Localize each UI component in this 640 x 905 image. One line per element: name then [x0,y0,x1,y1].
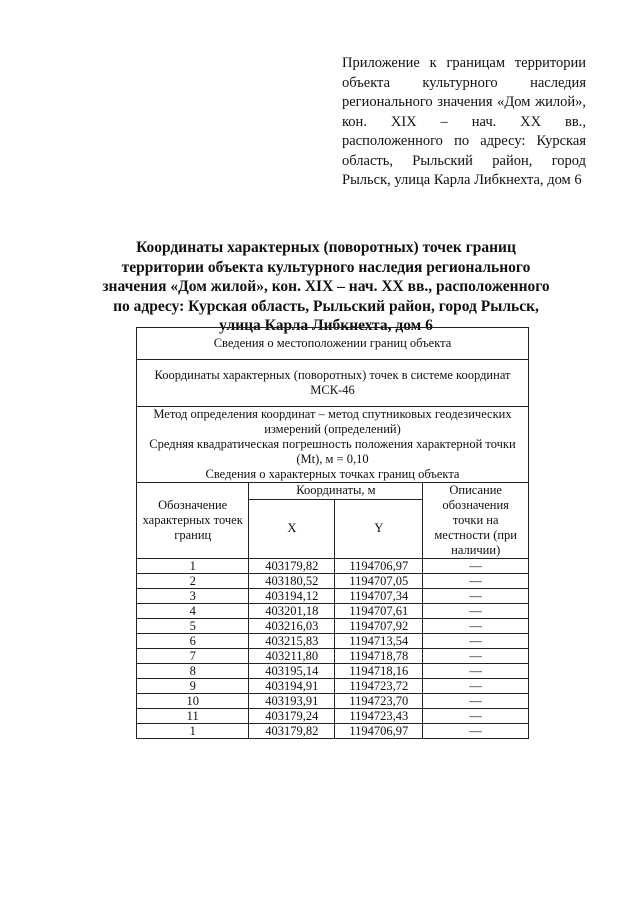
method-cell [137,407,529,483]
table-row [137,574,529,589]
point-number-cell: 10 [137,694,249,709]
y-coordinate-cell: 1194707,05 [335,574,423,589]
document-title: Координаты характерных (поворотных) точек границ территории объекта культурного наследия регионального значения «Дом жилой», кон. XIX – нач. XX вв., расположенного по адресу: Курская область, Рыльский район, город Рыльск, улица Карла Либкнехта, дом 6 [102,239,550,334]
y-coordinate-cell: 1194706,97 [335,724,423,739]
description-cell: — [423,679,529,694]
x-coordinate-cell: 403193,91 [249,694,335,709]
header-coords: Координаты, м [249,483,423,500]
y-coordinate-cell: 1194707,61 [335,604,423,619]
description-cell: — [423,724,529,739]
point-number-cell: 9 [137,679,249,694]
y-coordinate-cell: 1194713,54 [335,634,423,649]
point-number-cell: 7 [137,649,249,664]
table-row [137,589,529,604]
point-number-cell: 4 [137,604,249,619]
y-coordinate-cell: 1194718,16 [335,664,423,679]
table-row [137,694,529,709]
section-points-text: Сведения о характерных точках границ объекта [205,467,460,481]
description-cell: — [423,619,529,634]
point-number-cell: 3 [137,589,249,604]
table-row [137,679,529,694]
point-number-cell: 8 [137,664,249,679]
table-row [137,724,529,739]
x-coordinate-cell: 403179,82 [249,559,335,574]
description-cell: — [423,694,529,709]
error-text: Средняя квадратическая погрешность положения характерной точки (Mt), м = 0,10 [149,437,516,466]
table-row [137,634,529,649]
table-header-row-1 [137,483,529,500]
header-x: X [249,499,335,558]
description-cell: — [423,664,529,679]
y-coordinate-cell: 1194707,34 [335,589,423,604]
table-section-location [137,328,529,360]
x-coordinate-cell: 403180,52 [249,574,335,589]
x-coordinate-cell: 403179,24 [249,709,335,724]
point-number-cell: 6 [137,634,249,649]
table-coordinate-system [137,360,529,407]
x-coordinate-cell: 403194,91 [249,679,335,694]
header-code: Обозначение характерных точек границ [137,483,249,559]
method-text: Метод определения координат – метод спутниковых геодезических измерений (определений) [153,407,512,436]
table-method [137,407,529,483]
point-number-cell: 11 [137,709,249,724]
description-cell: — [423,589,529,604]
coordinate-system-cell: Координаты характерных (поворотных) точек в системе координат МСК-46 [137,360,529,407]
table-row [137,604,529,619]
x-coordinate-cell: 403215,83 [249,634,335,649]
x-coordinate-cell: 403195,14 [249,664,335,679]
description-cell: — [423,634,529,649]
header-desc: Описание обозначения точки на местности (при наличии) [423,483,529,559]
table-row [137,559,529,574]
coordinates-table [136,327,529,739]
y-coordinate-cell: 1194718,78 [335,649,423,664]
x-coordinate-cell: 403194,12 [249,589,335,604]
x-coordinate-cell: 403216,03 [249,619,335,634]
point-number-cell: 2 [137,574,249,589]
description-cell: — [423,559,529,574]
x-coordinate-cell: 403179,82 [249,724,335,739]
description-cell: — [423,604,529,619]
point-number-cell: 1 [137,559,249,574]
x-coordinate-cell: 403201,18 [249,604,335,619]
y-coordinate-cell: 1194723,72 [335,679,423,694]
x-coordinate-cell: 403211,80 [249,649,335,664]
description-cell: — [423,649,529,664]
table-row [137,709,529,724]
appendix-note: Приложение к границам территории объекта культурного наследия регионального значения «Дом жилой», кон. XIX – нач. XX вв., расположенного по адресу: Курская область, Рыльский район, город Рыльск, улица Карла Либкнехта, дом 6 [342,55,586,188]
y-coordinate-cell: 1194707,92 [335,619,423,634]
y-coordinate-cell: 1194706,97 [335,559,423,574]
y-coordinate-cell: 1194723,70 [335,694,423,709]
point-number-cell: 1 [137,724,249,739]
section-location-cell: Сведения о местоположении границ объекта [137,328,529,360]
table-row [137,619,529,634]
header-y: Y [335,499,423,558]
y-coordinate-cell: 1194723,43 [335,709,423,724]
table-row [137,649,529,664]
table-row [137,664,529,679]
point-number-cell: 5 [137,619,249,634]
description-cell: — [423,574,529,589]
description-cell: — [423,709,529,724]
